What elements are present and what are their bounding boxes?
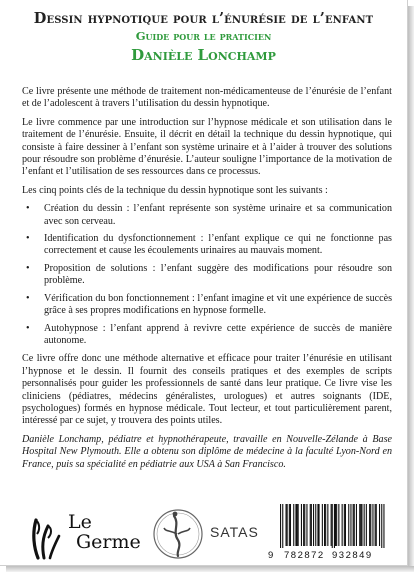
barcode-bar — [310, 504, 311, 546]
barcode-bar — [353, 504, 354, 546]
barcode-bar — [338, 504, 339, 546]
list-item — [22, 323, 392, 348]
barcode-bar — [331, 504, 332, 546]
isbn-barcode — [266, 502, 390, 562]
barcode-bar — [372, 504, 373, 546]
figure-in-circle-icon — [150, 504, 206, 562]
bullet-icon: • — [26, 233, 30, 245]
barcode-bar — [366, 504, 367, 546]
key-points-list — [22, 203, 392, 347]
barcode-digit-group-1: 782872 — [284, 550, 325, 561]
le-germe-logo — [28, 506, 141, 562]
barcode-bar — [290, 504, 291, 546]
list-item-text: Autohypnose : l’enfant apprend à revivre cette expérience de succès de manière autonome. — [44, 322, 392, 346]
list-item — [22, 233, 392, 258]
barcode-bar — [379, 504, 380, 546]
barcode-bar — [303, 504, 304, 546]
blurb-paragraph-4: Ce livre offre donc une méthode alternative et efficace pour traiter l’énurésie en utilisant l’hypnose et le dessin. Il fournit des conseils pratiques et des exemples de scripts personnalisés pour guider les professionnels de santé dans leur pratique. Ce livre vise les cliniciens (pédiatres, médecins généralistes, urologues) et autres soignants (IDE, psychologues) formés en hypnose médicale. Tout lecteur, et tout particulièrement parent, intéressé par ce sujet, y trouvera des points utiles. — [22, 353, 392, 427]
bullet-icon: • — [26, 292, 30, 304]
list-item — [22, 263, 392, 288]
cover-header — [0, 0, 407, 64]
barcode-bar — [295, 504, 296, 546]
le-germe-wordmark — [68, 512, 141, 552]
barcode-bar — [375, 504, 376, 546]
cover-footer — [0, 500, 408, 564]
barcode-bar — [311, 504, 312, 546]
barcode-bar — [289, 504, 290, 546]
book-title: Dessin hypnotique pour l’énurésie de l’enfant — [33, 10, 374, 27]
list-item-text: Identification du dysfonctionnement : l’enfant explique ce qui ne fonctionne pas correctement et cause les écoulements urinaires au mauvais moment. — [44, 233, 392, 257]
barcode-bar — [325, 504, 326, 546]
blurb — [22, 86, 392, 477]
barcode-bar — [280, 504, 281, 548]
list-item-text: Vérification du bon fonctionnement : l’enfant imagine et vit une expérience de succès grâce à ses propres modifications en hypnose formelle. — [44, 292, 392, 317]
list-item-text: Création du dessin : l’enfant représente son système urinaire et sa communication avec son cerveau. — [44, 203, 392, 227]
barcode-bar — [319, 504, 320, 546]
barcode-bar — [336, 504, 337, 546]
satas-logo — [150, 504, 260, 562]
blurb-paragraph-2: Le livre commence par une introduction sur l’hypnose médicale et son utilisation dans le traitement de l’énurésie. Ensuite, il décrit en détail la technique du dessin hypnotique, qui consiste à faire dessiner à l’enfant son système urinaire et à l’aider à trouver des solutions pour résoudre son problème d’énurésie. L’auteur souligne l’importance de la motivation de l’enfant et l’utilisation de ses ressources dans ce processus. — [22, 116, 392, 178]
book-subtitle: Guide pour le praticien — [135, 29, 272, 43]
list-item — [22, 203, 392, 228]
page-shadow-bottom — [6, 566, 414, 572]
barcode-bar — [286, 504, 287, 546]
barcode-bar — [327, 504, 328, 546]
barcode-bar — [304, 504, 305, 546]
page-shadow-right — [408, 6, 414, 572]
barcode-bar — [297, 504, 298, 546]
bullet-icon: • — [26, 322, 30, 334]
barcode-bar — [317, 504, 318, 546]
list-item-text: Proposition de solutions : l’enfant suggère des modifications pour résoudre son problème. — [44, 262, 392, 287]
barcode-bar — [345, 504, 346, 546]
bullet-icon: • — [26, 203, 30, 215]
barcode-bar — [369, 504, 370, 546]
barcode-bar — [359, 504, 360, 546]
barcode-digit-group-2: 932849 — [332, 550, 373, 561]
barcode-bar — [350, 504, 351, 546]
publisher-name-line-1: Le — [68, 511, 92, 533]
list-item — [22, 293, 392, 318]
author-bio: Danièle Lonchamp, pédiatre et hypnothérapeute, travaille en Nouvelle-Zélande à Base Hospital New Plymouth. Elle a obtenu son diplôme de médecine à la faculté Lyon-Nord en France, puis sa spécialité en pédiatrie aux USA à San Francisco. — [22, 433, 392, 470]
barcode-bar — [356, 504, 357, 546]
barcode-bar — [348, 504, 349, 546]
barcode-bar — [342, 504, 343, 546]
barcode-bar — [301, 504, 302, 546]
blurb-paragraph-1: Ce livre présente une méthode de traitement non-médicamenteuse de l’énurésie de l’enfant et de l’adolescent à travers l’utilisation du dessin hypnotique. — [22, 86, 392, 110]
barcode-bar — [306, 504, 307, 546]
barcode-bar — [293, 504, 294, 546]
barcode-bar — [324, 504, 325, 546]
barcode-bar — [335, 504, 336, 546]
barcode-bar — [282, 504, 283, 548]
sprout-icon — [28, 512, 62, 560]
publisher-name-line-2: Germe — [76, 531, 141, 553]
barcode-bar — [287, 504, 288, 546]
barcode-bar — [334, 504, 335, 548]
barcode-bar — [364, 504, 365, 546]
barcode-bar — [360, 504, 361, 546]
bullet-icon: • — [26, 262, 30, 274]
blurb-paragraph-3: Les cinq points clés de la technique du dessin hypnotique sont les suivants : — [22, 184, 328, 196]
barcode-bar — [361, 504, 362, 546]
barcode-digit-lead: 9 — [268, 550, 275, 561]
barcode-bar — [344, 504, 345, 546]
barcode-bars — [266, 502, 390, 548]
barcode-bar — [370, 504, 371, 546]
barcode-bar — [376, 504, 377, 546]
barcode-bar — [383, 504, 384, 548]
barcode-bar — [322, 504, 323, 546]
book-author: Danièle Lonchamp — [131, 46, 276, 64]
satas-wordmark: SATAS — [210, 524, 259, 540]
barcode-bar — [354, 504, 355, 546]
barcode-bar — [313, 504, 314, 546]
barcode-bar — [332, 504, 333, 548]
barcode-bar — [315, 504, 316, 546]
barcode-bar — [298, 504, 299, 546]
barcode-bar — [381, 504, 382, 548]
